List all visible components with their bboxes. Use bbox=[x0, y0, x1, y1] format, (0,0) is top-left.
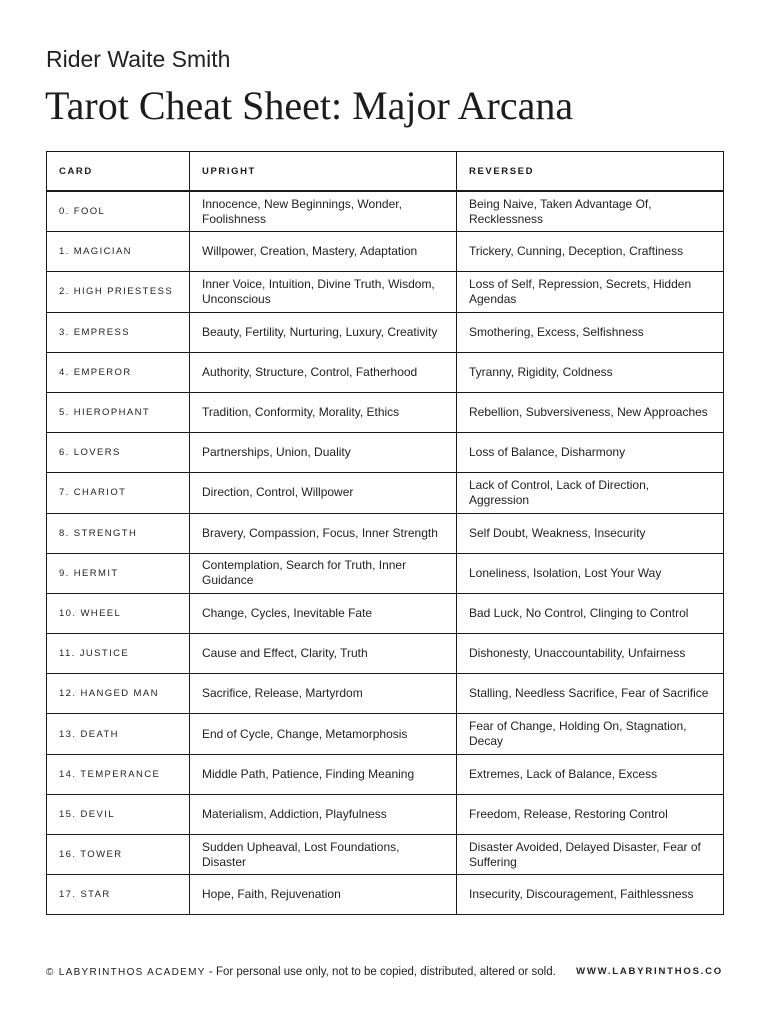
card-name-cell: 9. HERMIT bbox=[47, 553, 190, 593]
reversed-meaning-cell: Lack of Control, Lack of Direction, Aggression bbox=[457, 473, 724, 513]
table-row bbox=[47, 754, 724, 794]
upright-meaning-cell: Materialism, Addiction, Playfulness bbox=[190, 794, 457, 834]
card-name-cell: 8. STRENGTH bbox=[47, 513, 190, 553]
reversed-meaning-cell: Fear of Change, Holding On, Stagnation, Decay bbox=[457, 714, 724, 754]
card-name-cell: 17. STAR bbox=[47, 875, 190, 915]
upright-meaning-cell: Authority, Structure, Control, Fatherhood bbox=[190, 352, 457, 392]
upright-meaning-cell: Direction, Control, Willpower bbox=[190, 473, 457, 513]
column-header-card: CARD bbox=[47, 152, 190, 192]
footer-brand: © LABYRINTHOS ACADEMY bbox=[46, 967, 206, 978]
reversed-meaning-cell: Stalling, Needless Sacrifice, Fear of Sacrifice bbox=[457, 674, 724, 714]
page-title: Tarot Cheat Sheet: Major Arcana bbox=[45, 83, 574, 128]
upright-meaning-cell: Sudden Upheaval, Lost Foundations, Disaster bbox=[190, 835, 457, 875]
reversed-meaning-cell: Bad Luck, No Control, Clinging to Control bbox=[457, 593, 724, 633]
upright-meaning-cell: End of Cycle, Change, Metamorphosis bbox=[190, 714, 457, 754]
table-row bbox=[47, 634, 724, 674]
reversed-meaning-cell: Insecurity, Discouragement, Faithlessness bbox=[457, 875, 724, 915]
page-subtitle: Rider Waite Smith bbox=[46, 46, 231, 72]
card-name-cell: 16. TOWER bbox=[47, 835, 190, 875]
header-row bbox=[47, 152, 724, 192]
table-body bbox=[47, 191, 724, 915]
column-header-reversed: REVERSED bbox=[457, 152, 724, 192]
upright-meaning-cell: Bravery, Compassion, Focus, Inner Strength bbox=[190, 513, 457, 553]
reversed-meaning-cell: Loneliness, Isolation, Lost Your Way bbox=[457, 553, 724, 593]
card-name-cell: 7. CHARIOT bbox=[47, 473, 190, 513]
upright-meaning-cell: Innocence, New Beginnings, Wonder, Foolishness bbox=[190, 191, 457, 232]
upright-meaning-cell: Partnerships, Union, Duality bbox=[190, 433, 457, 473]
table-row bbox=[47, 232, 724, 272]
table-row bbox=[47, 553, 724, 593]
table-row bbox=[47, 312, 724, 352]
reversed-meaning-cell: Rebellion, Subversiveness, New Approaches bbox=[457, 392, 724, 432]
footer-notice: For personal use only, not to be copied, distributed, altered or sold. bbox=[215, 966, 556, 978]
card-name-cell: 12. HANGED MAN bbox=[47, 674, 190, 714]
table-row bbox=[47, 875, 724, 915]
card-name-cell: 6. LOVERS bbox=[47, 433, 190, 473]
table-row bbox=[47, 352, 724, 392]
upright-meaning-cell: Middle Path, Patience, Finding Meaning bbox=[190, 754, 457, 794]
footer-separator: - bbox=[205, 966, 216, 978]
upright-meaning-cell: Willpower, Creation, Mastery, Adaptation bbox=[190, 232, 457, 272]
card-name-cell: 2. HIGH PRIESTESS bbox=[47, 272, 190, 312]
table-row bbox=[47, 513, 724, 553]
footer-website-link[interactable]: WWW.LABYRINTHOS.CO bbox=[576, 966, 723, 977]
major-arcana-table bbox=[46, 151, 724, 915]
reversed-meaning-cell: Trickery, Cunning, Deception, Craftiness bbox=[457, 232, 724, 272]
table-row bbox=[47, 835, 724, 875]
reversed-meaning-cell: Dishonesty, Unaccountability, Unfairness bbox=[457, 634, 724, 674]
column-header-upright: UPRIGHT bbox=[190, 152, 457, 192]
table-row bbox=[47, 191, 724, 232]
reversed-meaning-cell: Loss of Balance, Disharmony bbox=[457, 433, 724, 473]
reversed-meaning-cell: Self Doubt, Weakness, Insecurity bbox=[457, 513, 724, 553]
card-name-cell: 0. FOOL bbox=[47, 191, 190, 232]
upright-meaning-cell: Contemplation, Search for Truth, Inner Guidance bbox=[190, 553, 457, 593]
card-name-cell: 5. HIEROPHANT bbox=[47, 392, 190, 432]
card-name-cell: 10. WHEEL bbox=[47, 593, 190, 633]
upright-meaning-cell: Beauty, Fertility, Nurturing, Luxury, Creativity bbox=[190, 312, 457, 352]
table-row bbox=[47, 473, 724, 513]
reversed-meaning-cell: Disaster Avoided, Delayed Disaster, Fear of Suffering bbox=[457, 835, 724, 875]
table-row bbox=[47, 272, 724, 312]
table-row bbox=[47, 593, 724, 633]
table-row bbox=[47, 433, 724, 473]
upright-meaning-cell: Inner Voice, Intuition, Divine Truth, Wisdom, Unconscious bbox=[190, 272, 457, 312]
reversed-meaning-cell: Loss of Self, Repression, Secrets, Hidden Agendas bbox=[457, 272, 724, 312]
card-name-cell: 1. MAGICIAN bbox=[47, 232, 190, 272]
card-name-cell: 14. TEMPERANCE bbox=[47, 754, 190, 794]
card-name-cell: 3. EMPRESS bbox=[47, 312, 190, 352]
reversed-meaning-cell: Being Naive, Taken Advantage Of, Recklessness bbox=[457, 191, 724, 232]
card-name-cell: 15. DEVIL bbox=[47, 794, 190, 834]
reversed-meaning-cell: Smothering, Excess, Selfishness bbox=[457, 312, 724, 352]
upright-meaning-cell: Tradition, Conformity, Morality, Ethics bbox=[190, 392, 457, 432]
footer bbox=[46, 966, 723, 978]
card-name-cell: 13. DEATH bbox=[47, 714, 190, 754]
upright-meaning-cell: Sacrifice, Release, Martyrdom bbox=[190, 674, 457, 714]
reversed-meaning-cell: Extremes, Lack of Balance, Excess bbox=[457, 754, 724, 794]
reversed-meaning-cell: Freedom, Release, Restoring Control bbox=[457, 794, 724, 834]
upright-meaning-cell: Change, Cycles, Inevitable Fate bbox=[190, 593, 457, 633]
table-row bbox=[47, 392, 724, 432]
upright-meaning-cell: Cause and Effect, Clarity, Truth bbox=[190, 634, 457, 674]
table-row bbox=[47, 714, 724, 754]
reversed-meaning-cell: Tyranny, Rigidity, Coldness bbox=[457, 352, 724, 392]
table-row bbox=[47, 794, 724, 834]
card-name-cell: 4. EMPEROR bbox=[47, 352, 190, 392]
table-header bbox=[47, 152, 724, 192]
card-name-cell: 11. JUSTICE bbox=[47, 634, 190, 674]
table-row bbox=[47, 674, 724, 714]
upright-meaning-cell: Hope, Faith, Rejuvenation bbox=[190, 875, 457, 915]
